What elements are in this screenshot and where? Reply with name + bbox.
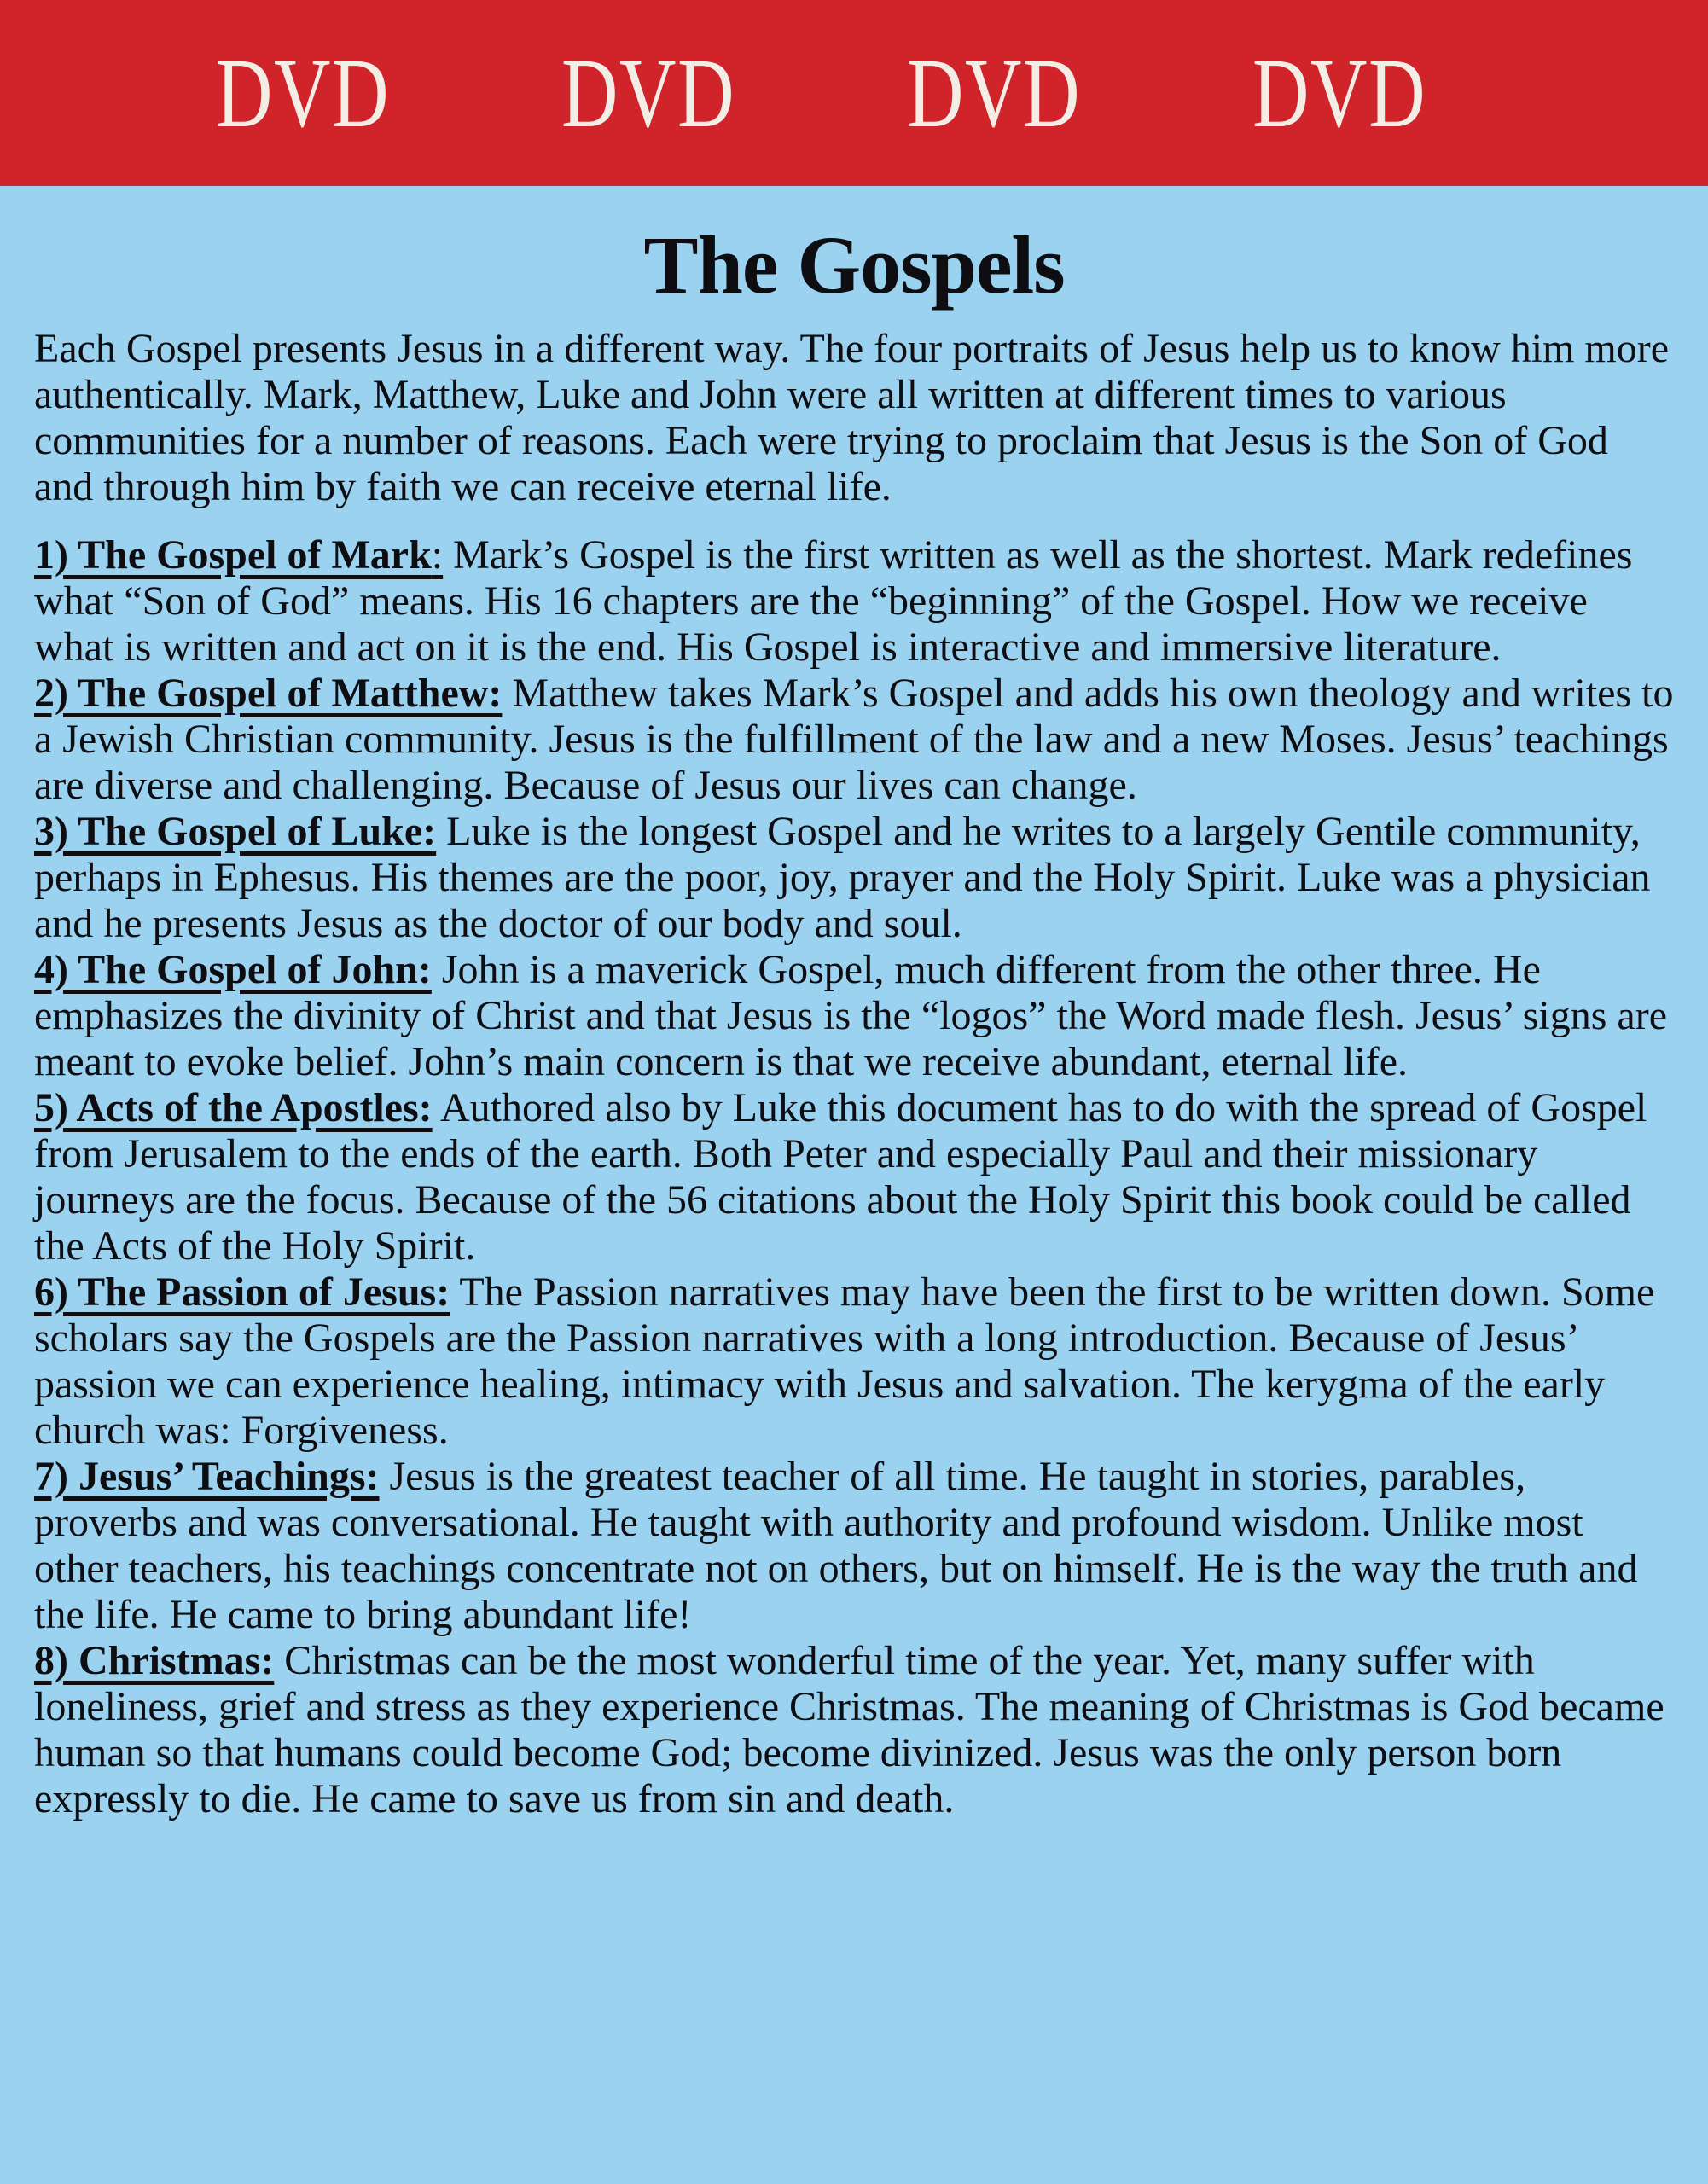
section-heading: 2) The Gospel of Matthew: bbox=[34, 670, 503, 716]
section-body: Luke is the longest Gospel and he writes to a largely Gentile community, perhaps in Ephesus. His themes are the poor, joy, prayer and the Holy Spirit. Luke was a physician and he presents Jesus as the doctor of our body and soul. bbox=[34, 808, 1651, 946]
section-body: Mark’s Gospel is the first written as well as the shortest. Mark redefines what “Son of God” means. His 16 chapters are the “beginning” of the Gospel. How we receive what is written and act on it is the end. His Gospel is interactive and immersive literature. bbox=[34, 531, 1633, 670]
section-body: Authored also by Luke this document has to do with the spread of Gospel from Jerusalem to the ends of the earth. Both Peter and especially Paul and their missionary journeys are the focus. Because of the 56 citations about the Holy Spirit this book could be called the Acts of the Holy Spirit. bbox=[34, 1084, 1647, 1269]
section-body: Matthew takes Mark’s Gospel and adds his own theology and writes to a Jewish Christian community. Jesus is the fulfillment of the law and a new Moses. Jesus’ teachings are diverse and challenging. Because of Jesus our lives can change. bbox=[34, 670, 1674, 808]
section-christmas bbox=[34, 1638, 1674, 1822]
dvd-label: DVD bbox=[907, 38, 1082, 148]
section-gospel-of-matthew bbox=[34, 671, 1674, 809]
section-passion-of-jesus bbox=[34, 1269, 1674, 1454]
section-gospel-of-luke bbox=[34, 809, 1674, 947]
dvd-band bbox=[0, 0, 1708, 186]
dvd-label: DVD bbox=[561, 38, 736, 148]
page-title: The Gospels bbox=[643, 219, 1065, 311]
page-content bbox=[0, 220, 1708, 1822]
section-heading: 6) The Passion of Jesus: bbox=[34, 1269, 450, 1315]
section-body: Jesus is the greatest teacher of all time. He taught in stories, parables, proverbs and was conversational. He taught with authority and profound wisdom. Unlike most other teachers, his teachings concentrate not on others, but on himself. He is the way the truth and the life. He came to bring abundant life! bbox=[34, 1453, 1638, 1637]
section-heading: 5) Acts of the Apostles: bbox=[34, 1084, 433, 1130]
section-heading: 4) The Gospel of John: bbox=[34, 946, 432, 992]
section-heading-colon: : bbox=[431, 531, 444, 578]
dvd-label: DVD bbox=[1252, 38, 1427, 148]
section-heading: 1) The Gospel of Mark bbox=[34, 531, 432, 578]
section-body: John is a maverick Gospel, much different from the other three. He emphasizes the divinity of Christ and that Jesus is the “logos” the Word made flesh. Jesus’ signs are meant to evoke belief. John’s main concern is that we receive abundant, eternal life. bbox=[34, 946, 1667, 1084]
section-jesus-teachings bbox=[34, 1454, 1674, 1638]
section-heading: 7) Jesus’ Teachings: bbox=[34, 1453, 380, 1499]
section-body: Christmas can be the most wonderful time of the year. Yet, many suffer with loneliness, grief and stress as they experience Christmas. The meaning of Christmas is God became human so that humans could become God; become divinized. Jesus was the only person born expressly to die. He came to save us from sin and death. bbox=[34, 1637, 1664, 1821]
section-acts-of-the-apostles bbox=[34, 1085, 1674, 1269]
intro-paragraph: Each Gospel presents Jesus in a different way. The four portraits of Jesus help us to know him more authentically. Mark, Matthew, Luke and John were all written at different times to various communities for a number of reasons. Each were trying to proclaim that Jesus is the Son of God and through him by faith we can receive eternal life. bbox=[34, 325, 1670, 509]
section-heading: 3) The Gospel of Luke: bbox=[34, 808, 437, 854]
dvd-label: DVD bbox=[216, 38, 391, 148]
section-heading: 8) Christmas: bbox=[34, 1637, 275, 1683]
section-gospel-of-john bbox=[34, 947, 1674, 1085]
section-gospel-of-mark bbox=[34, 532, 1674, 671]
section-body: The Passion narratives may have been the first to be written down. Some scholars say the Gospels are the Passion narratives with a long introduction. Because of Jesus’ passion we can experience healing, intimacy with Jesus and salvation. The kerygma of the early church was: Forgiveness. bbox=[34, 1269, 1655, 1453]
